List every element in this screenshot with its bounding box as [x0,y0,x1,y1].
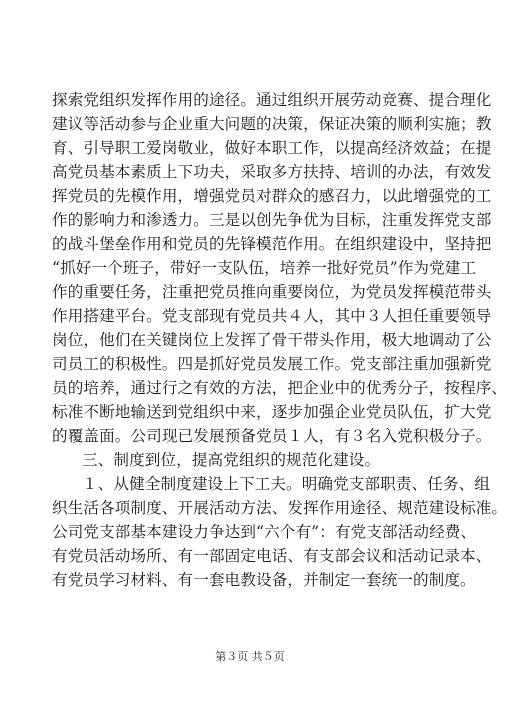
page-number-footer: 第３页 共５页 [215,650,285,663]
paragraph-line: 岗位，他们在关键岗位上发挥了骨干带头作用，极大地调动了公 [52,331,492,349]
paragraph-line: 员的培养，通过行之有效的方法，把企业中的优秀分子，按程序、 [52,379,507,397]
paragraph-line: 育、引导职工爱岗敬业，做好本职工作，以提高经济效益；在提 [52,139,492,157]
document-body [52,88,507,592]
paragraph-line: 的覆盖面。公司现已发展预备党员１人，有３名入党积极分子。 [52,427,492,445]
paragraph-line: 有党员学习材料、有一套电教设备，并制定一套统一的制度。 [52,571,476,589]
paragraph-line: 建议等活动参与企业重大问题的决策，保证决策的顺利实施；教 [52,115,492,133]
paragraph-line: 的战斗堡垒作用和党员的先锋模范作用。在组织建设中，坚持把 [52,235,492,253]
paragraph-line: 作用搭建平台。党支部现有党员共４人，其中３人担任重要领导 [52,307,492,325]
paragraph-line: 作的重要任务，注重把党员推向重要岗位，为党员发挥模范带头 [52,283,492,301]
paragraph-line: １、从健全制度建设上下工夫。明确党支部职责、任务、组 [82,475,491,493]
paragraph-line: 高党员基本素质上下功夫，采取多方扶持、培训的办法，有效发 [52,163,492,181]
paragraph-line: 有党员活动场所、有一部固定电话、有支部会议和活动记录本、 [52,547,492,565]
section-heading: 三、制度到位，提高党组织的规范化建设。 [82,451,381,469]
paragraph-line: 作的影响力和渗透力。三是以创先争优为目标，注重发挥党支部 [52,211,492,229]
paragraph-line: 标准不断地输送到党组织中来，逐步加强企业党员队伍，扩大党 [52,403,492,421]
paragraph-line: 司员工的积极性。四是抓好党员发展工作。党支部注重加强新党 [52,355,492,373]
paragraph-line: 织生活各项制度、开展活动方法、发挥作用途径、规范建设标准。 [52,499,507,517]
paragraph-line: 挥党员的先模作用，增强党员对群众的感召力，以此增强党的工 [52,187,492,205]
paragraph-line: “抓好一个班子，带好一支队伍，培养一批好党员”作为党建工 [52,259,477,277]
paragraph-line: 公司党支部基本建设力争达到“六个有”：有党支部活动经费、 [52,523,477,541]
paragraph-line: 探索党组织发挥作用的途径。通过组织开展劳动竞赛、提合理化 [52,91,492,109]
